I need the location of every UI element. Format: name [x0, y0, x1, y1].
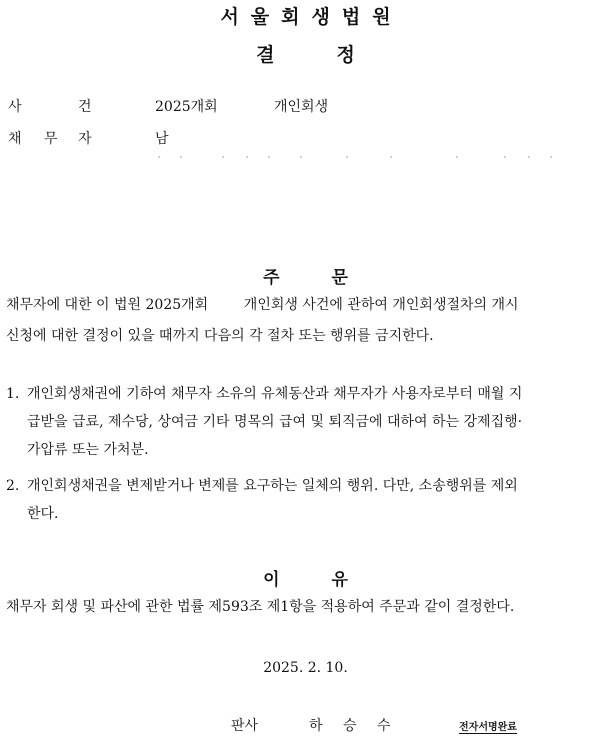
- title-char-right: 정: [336, 44, 355, 66]
- case-label: [8, 96, 22, 116]
- title-char-left: 결: [256, 44, 275, 66]
- case-label-2: [78, 96, 92, 116]
- decision-date: 2025. 2. 10.: [263, 660, 348, 676]
- order-heading: [0, 263, 611, 288]
- redacted-address-marks: [150, 156, 570, 160]
- case-name: 개인회생: [274, 99, 329, 115]
- electronic-signature-stamp: 전자서명완료: [459, 718, 517, 734]
- order-paragraph-line: 채무자에 대한 이 법원 2025개회 개인회생 사건에 관하여 개인회생절차의 개시: [6, 297, 519, 313]
- court-name: 서울회생법원: [220, 6, 403, 28]
- case-label-char: 건: [78, 99, 92, 115]
- judge-name-char-1: 하: [309, 718, 323, 734]
- order-item-line: 한다.: [27, 506, 59, 522]
- order-item-number: 2.: [6, 478, 20, 494]
- order-item-number: 1.: [6, 386, 20, 402]
- order-item: [27, 472, 518, 528]
- order-item-line: 개인회생채권에 기하여 채무자 소유의 유체동산과 채무자가 사용자로부터 매월 지: [27, 386, 523, 402]
- debtor-label-char-2: 무: [44, 131, 58, 147]
- order-heading-left: 주: [263, 268, 280, 288]
- case-label-char: 사: [8, 99, 22, 115]
- order-item-line: 개인회생채권을 변제받거나 변제를 요구하는 일체의 행위. 다만, 소송행위를 제외: [27, 478, 518, 494]
- reason-heading-left: 이: [263, 570, 280, 590]
- order-item-line: 가압류 또는 가처분.: [27, 442, 149, 458]
- reason-text: [6, 592, 606, 623]
- order-item: [27, 380, 522, 464]
- order-paragraph: [6, 290, 606, 352]
- judge-title: 판사: [231, 718, 259, 734]
- debtor-label-char-1: 채: [8, 131, 22, 147]
- judge-name-char-3: 수: [377, 718, 391, 734]
- order-paragraph-line: 신청에 대한 결정이 있을 때까지 다음의 각 절차 또는 행위를 금지한다.: [6, 328, 434, 344]
- reason-heading: [0, 565, 611, 590]
- order-heading-right: 문: [331, 268, 348, 288]
- document-title: [0, 40, 611, 67]
- judge-name-char-2: 승: [343, 718, 357, 734]
- case-number: 2025개회: [155, 99, 218, 115]
- debtor-name: 남: [155, 131, 169, 147]
- reason-heading-right: 유: [331, 570, 348, 590]
- debtor-label-char-3: 자: [78, 131, 92, 147]
- reason-text-line: 채무자 회생 및 파산에 관한 법률 제593조 제1항을 적용하여 주문과 같이 결정한다.: [6, 599, 515, 615]
- order-item-line: 급받을 급료, 제수당, 상여금 기타 명목의 급여 및 퇴직금에 대하여 하는 강제집행·: [27, 414, 523, 430]
